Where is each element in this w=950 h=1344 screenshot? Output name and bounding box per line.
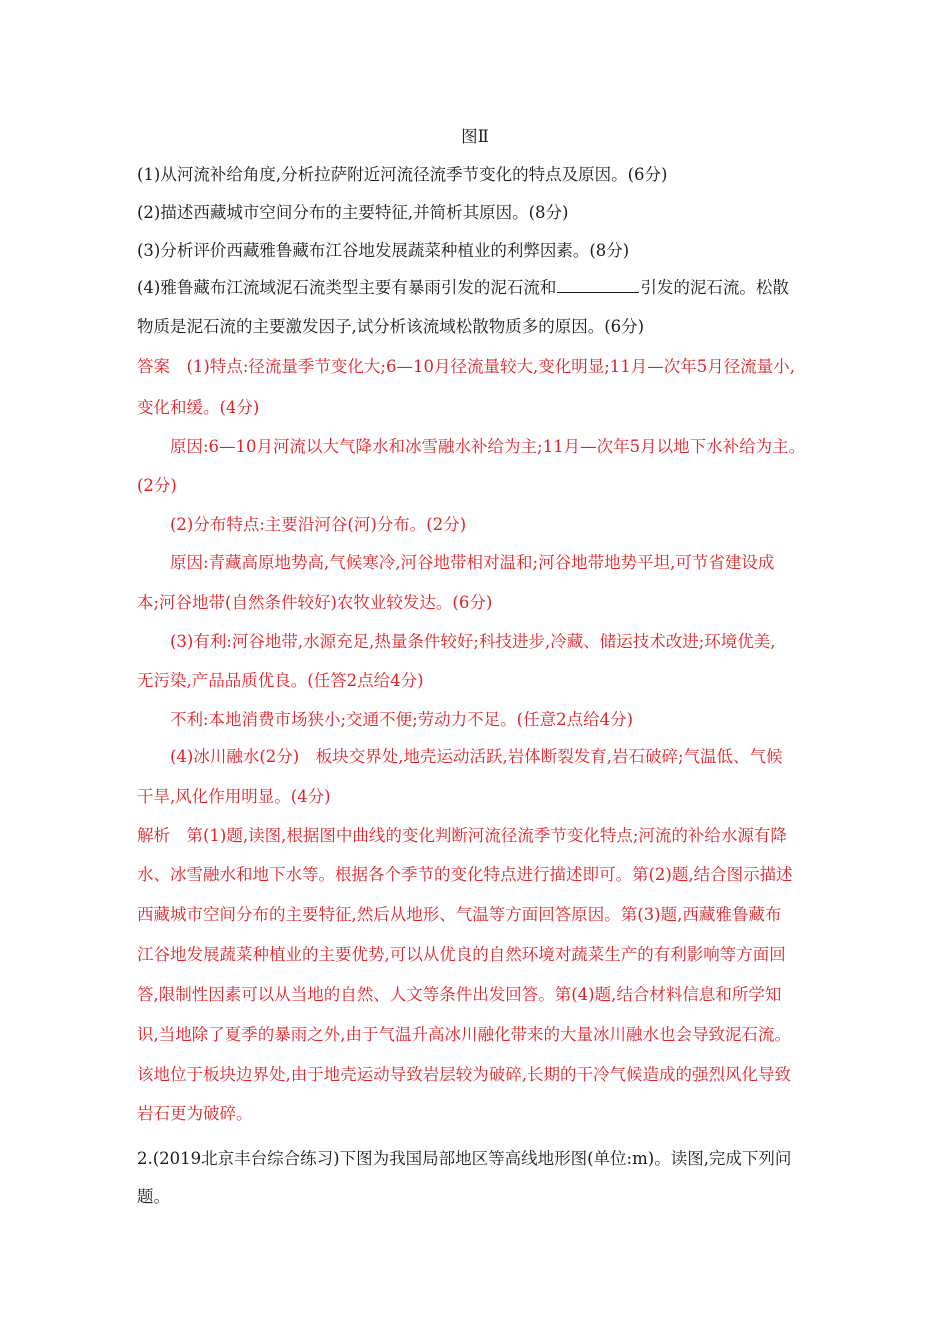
analysis-line: 该地位于板块边界处,由于地壳运动导致岩层较为破碎,长期的干冷气候造成的强烈风化导致 [137,1065,791,1084]
answer-line: 答案 (1)特点:径流量季节变化大;6—10月径流量较大,变化明显;11月—次年5月径流量小, [137,357,796,376]
question-3: (3)分析评价西藏雅鲁藏布江谷地发展蔬菜种植业的利弊因素。(8分) [137,241,630,260]
question-1: (1)从河流补给角度,分析拉萨附近河流径流季节变化的特点及原因。(6分) [137,165,668,184]
fill-in-blank [557,277,639,293]
analysis-line: 岩石更为破碎。 [137,1104,253,1123]
analysis-line: 江谷地发展蔬菜种植业的主要优势,可以从优良的自然环境对蔬菜生产的有利影响等方面回 [137,945,786,964]
analysis-line: 解析 第(1)题,读图,根据图中曲线的变化判断河流径流季节变化特点;河流的补给水源有降 [137,826,787,845]
answer-line: 原因:青藏高原地势高,气候寒冷,河谷地带相对温和;河谷地带地势平坦,可节省建设成 [137,553,775,572]
analysis-line: 水、冰雪融水和地下水等。根据各个季节的变化特点进行描述即可。第(2)题,结合图示描述 [137,865,793,884]
question-4-after-blank: 引发的泥石流。松散 [640,278,789,297]
answer-line: (2)分布特点:主要沿河谷(河)分布。(2分) [137,515,467,534]
answer-line: 本;河谷地带(自然条件较好)农牧业较发达。(6分) [137,593,493,612]
answer-line: 不利:本地消费市场狭小;交通不便;劳动力不足。(任意2点给4分) [137,710,634,729]
answer-line: 无污染,产品品质优良。(任答2点给4分) [137,671,424,690]
answer-line: (3)有利:河谷地带,水源充足,热量条件较好;科技进步,冷藏、储运技术改进;环境优美, [137,632,776,651]
answer-line: 变化和缓。(4分) [137,398,260,417]
analysis-line: 答,限制性因素可以从当地的自然、人文等条件出发回答。第(4)题,结合材料信息和所学知 [137,985,782,1004]
next-question-line: 2.(2019北京丰台综合练习)下图为我国局部地区等高线地形图(单位:m)。读图,完成下列问 [137,1149,792,1168]
question-4-before-blank: (4)雅鲁藏布江流域泥石流类型主要有暴雨引发的泥石流和 [137,278,557,297]
question-4-line-1 [137,277,827,299]
answer-line: 原因:6—10月河流以大气降水和冰雪融水补给为主;11月—次年5月以地下水补给为主。 [137,437,806,456]
question-4-line-2: 物质是泥石流的主要激发因子,试分析该流域松散物质多的原因。(6分) [137,317,645,336]
analysis-line: 西藏城市空间分布的主要特征,然后从地形、气温等方面回答原因。第(3)题,西藏雅鲁藏布 [137,905,782,924]
question-2: (2)描述西藏城市空间分布的主要特征,并简析其原因。(8分) [137,203,569,222]
answer-line: (4)冰川融水(2分) 板块交界处,地壳运动活跃,岩体断裂发育,岩石破碎;气温低、气候 [137,747,783,766]
analysis-line: 识,当地除了夏季的暴雨之外,由于气温升高冰川融化带来的大量冰川融水也会导致泥石流。 [137,1025,791,1044]
figure-caption: 图Ⅱ [461,127,489,146]
answer-line: 干旱,风化作用明显。(4分) [137,787,331,806]
next-question-line: 题。 [137,1187,170,1206]
answer-line: (2分) [137,476,177,495]
